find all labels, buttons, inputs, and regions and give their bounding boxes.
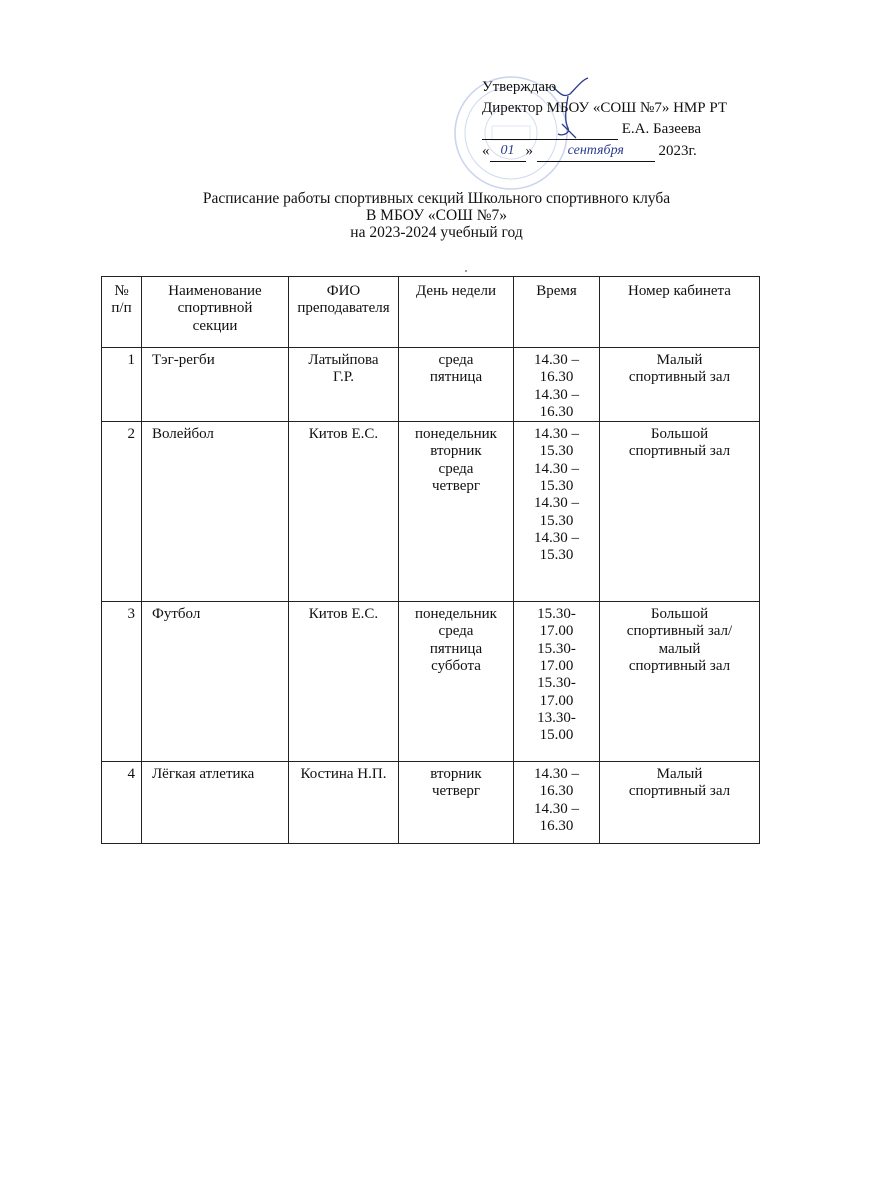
schedule-table <box>101 276 760 844</box>
date-day: 01 <box>500 143 515 158</box>
date-month-blank <box>537 140 655 162</box>
header-room: Номер кабинета <box>600 277 760 348</box>
title-line-3: на 2023-2024 учебный год <box>350 224 523 241</box>
row-section-name: Лёгкая атлетика <box>142 762 289 844</box>
date-year: 2023г. <box>658 143 697 159</box>
approval-signer: Е.А. Базеева <box>621 121 702 137</box>
header-name: Наименование спортивной секции <box>142 277 289 348</box>
scan-speck <box>465 270 467 272</box>
row-room: Малый спортивный зал <box>600 762 760 844</box>
title-line-1: Расписание работы спортивных секций Школьного спортивного клуба <box>202 190 671 207</box>
row-teacher: Китов Е.С. <box>289 422 399 602</box>
row-times: 15.30- 17.00 15.30- 17.00 15.30- 17.00 13.30- 15.00 <box>514 602 600 762</box>
row-room: Малый спортивный зал <box>600 348 760 422</box>
date-day-blank <box>490 140 526 162</box>
date-close-quote: » <box>525 143 533 159</box>
row-teacher: Китов Е.С. <box>289 602 399 762</box>
approval-block <box>482 77 727 162</box>
row-section-name: Футбол <box>142 602 289 762</box>
header-fio: ФИО преподавателя <box>289 277 399 348</box>
row-days: понедельник вторник среда четверг <box>399 422 514 602</box>
row-times: 14.30 – 16.30 14.30 – 16.30 <box>514 348 600 422</box>
row-teacher: Костина Н.П. <box>289 762 399 844</box>
table-header-row <box>102 277 760 348</box>
row-num: 2 <box>102 422 142 602</box>
row-section-name: Тэг-регби <box>142 348 289 422</box>
document-title <box>0 190 873 241</box>
row-days: понедельник среда пятница суббота <box>399 602 514 762</box>
header-num: № п/п <box>102 277 142 348</box>
header-day: День недели <box>399 277 514 348</box>
approval-date <box>482 140 727 162</box>
row-room: Большой спортивный зал/ малый спортивный зал <box>600 602 760 762</box>
row-num: 4 <box>102 762 142 844</box>
row-section-name: Волейбол <box>142 422 289 602</box>
date-open-quote: « <box>482 143 490 159</box>
table-row <box>102 762 760 844</box>
title-line-2: В МБОУ «СОШ №7» <box>365 207 508 224</box>
approval-position: Директор МБОУ «СОШ №7» НМР РТ <box>482 100 728 116</box>
row-times: 14.30 – 16.30 14.30 – 16.30 <box>514 762 600 844</box>
table-row <box>102 348 760 422</box>
table-row <box>102 602 760 762</box>
row-room: Большой спортивный зал <box>600 422 760 602</box>
row-times: 14.30 – 15.30 14.30 – 15.30 14.30 – 15.30 14.30 – 15.30 <box>514 422 600 602</box>
row-days: вторник четверг <box>399 762 514 844</box>
header-time: Время <box>514 277 600 348</box>
approval-title: Утверждаю <box>482 79 557 95</box>
table-row <box>102 422 760 602</box>
row-teacher: Латыйпова Г.Р. <box>289 348 399 422</box>
row-days: среда пятница <box>399 348 514 422</box>
date-month: сентября <box>567 143 624 158</box>
approval-signer-line <box>482 119 727 140</box>
row-num: 3 <box>102 602 142 762</box>
row-num: 1 <box>102 348 142 422</box>
